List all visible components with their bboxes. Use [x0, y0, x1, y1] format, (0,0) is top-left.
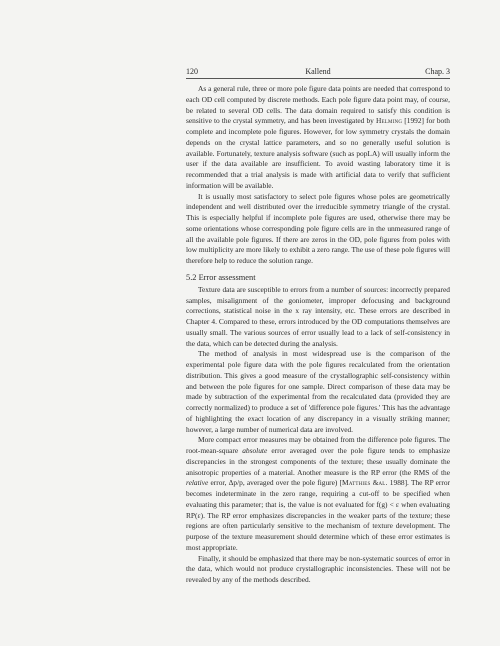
author-citation-matthies: Matthies [342, 478, 371, 488]
paragraph-data-domain [186, 84, 450, 192]
body-text [186, 84, 450, 586]
paragraph-non-systematic-errors: Finally, it should be emphasized that there may be non-systematic sources of error in the data, which would not produce crystallographic inconsistencies. These will not be revealed by any of the methods described. [186, 553, 450, 584]
author-citation-al: al. [378, 478, 388, 488]
paragraph-error-measures [186, 435, 450, 553]
paragraph-error-sources: Texture data are susceptible to errors from a number of sources: incorrectly prepared samples, misalignment of the goniometer, improper defocusing and background corrections, statistical noise in the x ray intensity, etc. These errors are described in Chapter 4. Compared to these, errors introduced by the OD computations themselves are usually small. The various sources of error usually lead to a lack of self-consistency in the data, which can be detected during the analysis. [186, 284, 450, 348]
text-span: More compact error measures may be obtained from the difference pole figures. The root-mean-square [186, 435, 450, 455]
running-head-chapter: Chap. 3 [425, 67, 450, 76]
section-heading: 5.2 Error assessment [186, 272, 256, 282]
author-citation-helming: Helming [376, 116, 403, 126]
emphasis-relative: relative [186, 478, 209, 488]
running-head-author: Kallend [305, 67, 331, 76]
text-span: 1988]. The RP error becomes indeterminate in the zero range, requiring a cut-off to be specified when evaluating this parameter; that is, the value is not evaluated for f(g) < ε when evaluating RP(ε). The RP error emphasizes discrepancies in the weaker parts of the texture; these regions are often particularly sensitive to the mechanism of texture development. The purpose of the texture measurement should determine which of these error estimates is most appropriate. [186, 478, 450, 552]
text-span: As a general rule, three or more pole figure data points are needed that correspond to each OD cell computed by discrete methods. Each pole figure data point may, of course, be related to several OD cells. The data domain required to satisfy this condition is sensitive to the crystal symmetry, and has been investigated by [186, 84, 450, 126]
text-span: [1992] for both complete and incomplete pole figures. However, for low symmetry crystals the domain depends on the crystal lattice parameters, and so no generally useful solution is available. Fortunately, texture analysis software (such as popLA) will usually inform the user if the data available are insufficient. To avoid wasting laboratory time it is recommended that a trial analysis is made with artificial data to verify that sufficient information will be available. [186, 116, 450, 190]
emphasis-absolute: absolute [242, 446, 268, 455]
running-header [186, 66, 450, 79]
text-span: error averaged over the pole figure tends to emphasize discrepancies in the strongest components of the texture; these usually dominate the anisotropic properties of a material. Another measure is the RP error (the RMS of the [186, 446, 451, 477]
text-span: error, Δp/p, averaged over the pole figure) [ [208, 478, 343, 488]
page-number: 120 [186, 67, 198, 76]
paragraph-analysis-method: The method of analysis in most widespread use is the comparison of the experimental pole figure data with the pole figures recalculated from the orientation distribution. This gives a good measure of the crystallographic self-consistency within and between the pole figures for one sample. Direct comparison of these data may be made by subtraction of the experimental from the recalculated data (provided they are correctly normalized) to produce a set of 'difference pole figures.' This has the advantage of highlighting the exact location of any discrepancy in a visually striking manner; however, a large number of numerical data are involved. [186, 349, 450, 434]
text-span: & [370, 478, 379, 488]
paragraph-pole-figure-selection: It is usually most satisfactory to select pole figures whose poles are geometrically independent and well distributed over the irreducible symmetry triangle of the crystal. This is especially helpful if incomplete pole figures are used, otherwise there may be some orientations whose corresponding pole figure cells are in the unmeasured range of all the available pole figures. If there are zeros in the OD, pole figures from poles with low multiplicity are more likely to exhibit a zero range. The use of these pole figures will therefore help to reduce the solution range. [186, 191, 451, 265]
